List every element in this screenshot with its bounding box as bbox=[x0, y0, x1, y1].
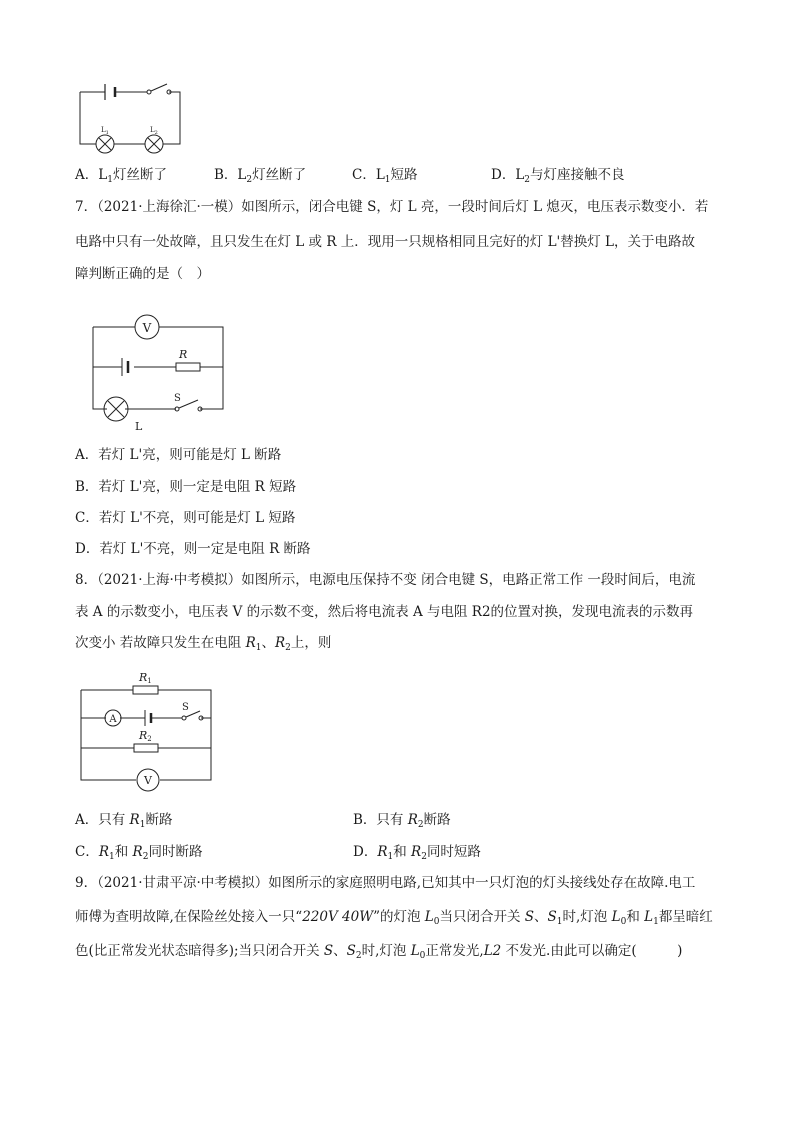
q6-option-c[interactable]: C．$L_1$短路 bbox=[352, 167, 418, 185]
q6-lamp1-label: L1 bbox=[101, 126, 109, 136]
q7-switch-label: S bbox=[174, 393, 181, 404]
q6-lamp2-label: $L_2$ bbox=[150, 126, 158, 136]
q6-option-a[interactable]: A．$L_1$灯丝断了 bbox=[75, 167, 167, 185]
q9-stem-line-2: 师傅为查明故障,在保险丝处接入一只“220V 40W”的灯泡 $L_0$当只闭合开关 S、$S_1$时,灯泡 $L_0$和 $L_1$都呈暗红 bbox=[75, 909, 713, 927]
q6-option-b[interactable]: B．$L_2$灯丝断了 bbox=[214, 167, 307, 185]
q7-circuit-diagram bbox=[88, 313, 233, 433]
q6-circuit-diagram bbox=[75, 80, 195, 160]
q7-option-b[interactable]: B．若灯 L'亮，则一定是电阻 R 短路 bbox=[75, 479, 297, 495]
q6-option-d[interactable]: D．$L_2$与灯座接触不良 bbox=[491, 167, 625, 185]
q8-stem-line-1: 8．（2021·上海·中考模拟）如图所示，电源电压保持不变 闭合电键 S，电路正常工作 一段时间后，电流 bbox=[75, 572, 696, 588]
q8-option-a[interactable]: A．只有 $R_1$断路 bbox=[75, 812, 173, 830]
q8-resistor2-icon bbox=[134, 744, 158, 752]
q7-option-a[interactable]: A．若灯 L'亮，则可能是灯 L 断路 bbox=[75, 447, 282, 463]
q8-switch-label: S bbox=[182, 702, 189, 713]
q8-stem-line-2: 表 A 的示数变小，电压表 V 的示数不变，然后将电流表 A 与电阻 R2的位置对换，发现电流表的示数再 bbox=[75, 604, 694, 620]
q8-circuit-diagram bbox=[78, 670, 223, 788]
q7-resistor-label: R bbox=[179, 348, 188, 361]
q8-resistor1-icon bbox=[133, 686, 158, 694]
q7-option-c[interactable]: C．若灯 L'不亮，则可能是灯 L 短路 bbox=[75, 510, 296, 526]
q8-option-b[interactable]: B．只有 $R_2$断路 bbox=[353, 812, 451, 830]
q9-stem-line-3: 色(比正常发光状态暗得多);当只闭合开关 S、$S_2$时,灯泡 $L_0$正常发光,L2 不发光.由此可以确定( ) bbox=[75, 943, 683, 961]
q8-ammeter-label: A bbox=[109, 714, 117, 725]
q8-option-c[interactable]: C．$R_1$和 $R_2$同时断路 bbox=[75, 844, 203, 862]
q8-stem-line-3: 次变小 若故障只发生在电阻 $R_1$、$R_2$上，则 bbox=[75, 635, 332, 653]
q8-voltmeter-label: V bbox=[144, 774, 152, 787]
q8-resistor1-label: R1 bbox=[139, 671, 152, 685]
q7-resistor-icon bbox=[176, 363, 200, 371]
q7-voltmeter-label: V bbox=[142, 321, 152, 335]
q7-stem-line-3: 障判断正确的是（ ） bbox=[75, 266, 210, 282]
q7-lamp-label: L bbox=[135, 420, 143, 433]
q8-resistor2-label: R2 bbox=[139, 729, 152, 743]
q7-stem-line-1: 7．（2021·上海徐汇·一模）如图所示，闭合电键 S，灯 L 亮，一段时间后灯 L 熄灭，电压表示数变小．若 bbox=[75, 199, 709, 215]
q8-option-d[interactable]: D．$R_1$和 $R_2$同时短路 bbox=[353, 844, 481, 862]
q7-stem-line-2: 电路中只有一处故障，且只发生在灯 L 或 R 上．现用一只规格相同且完好的灯 L'替换灯 L，关于电路故 bbox=[75, 234, 696, 250]
q9-stem-line-1: 9．（2021·甘肃平凉·中考模拟）如图所示的家庭照明电路,已知其中一只灯泡的灯头接线处存在故障.电工 bbox=[75, 875, 696, 891]
q7-option-d[interactable]: D．若灯 L'不亮，则一定是电阻 R 断路 bbox=[75, 541, 311, 557]
